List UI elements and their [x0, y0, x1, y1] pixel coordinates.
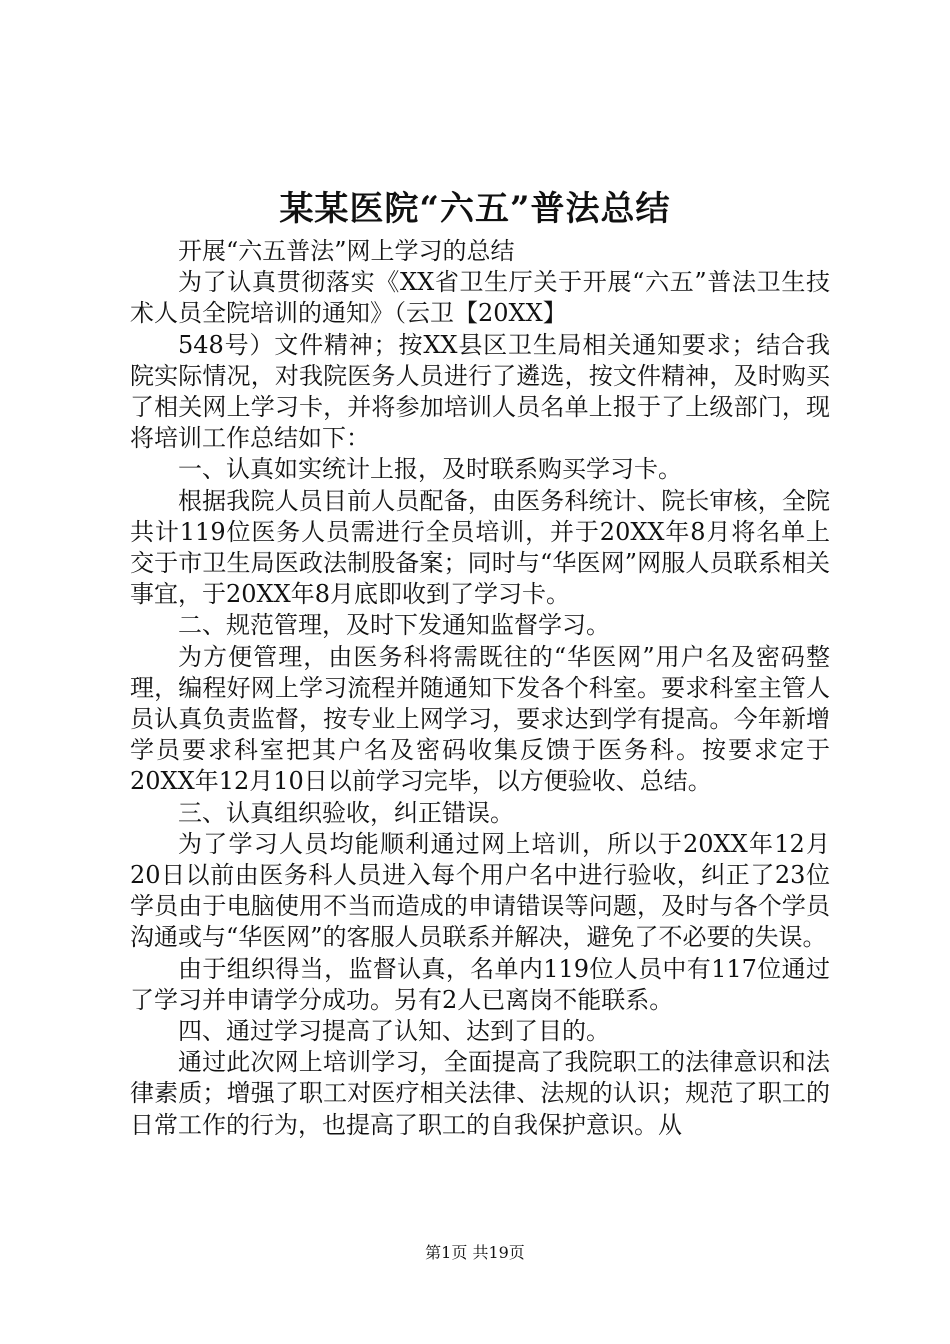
page-number-footer: 第1页 共19页: [425, 1243, 525, 1262]
paragraph-section-3-result: 由于组织得当，监督认真，名单内119位人员中有117位通过了学习并申请学分成功。另有2人已离岗不能联系。: [130, 954, 830, 1014]
section-heading-1: 一、认真如实统计上报，及时联系购买学习卡。: [178, 455, 682, 484]
paragraph-section-4: 通过此次网上培训学习，全面提高了我院职工的法律意识和法律素质；增强了职工对医疗相关法律、法规的认识；规范了职工的日常工作的行为，也提高了职工的自我保护意识。从: [130, 1048, 830, 1139]
paragraph-subtitle: 开展“六五普法”网上学习的总结: [178, 237, 515, 265]
document-body: [130, 236, 830, 1141]
paragraph-section-1: 根据我院人员目前人员配备，由医务科统计、院长审核，全院共计119位医务人员需进行全员培训，并于20XX年8月将名单上交于市卫生局医政法制股备案；同时与“华医网”网服人员联系相关事宜，于20XX年8月底即收到了学习卡。: [130, 486, 830, 609]
section-heading-2: 二、规范管理，及时下发通知监督学习。: [178, 611, 610, 640]
section-heading-4: 四、通过学习提高了认知、达到了目的。: [178, 1017, 610, 1046]
paragraph-section-2: 为方便管理，由医务科将需既往的“华医网”用户名及密码整理，编程好网上学习流程并随通知下发各个科室。要求科室主管人员认真负责监督，按专业上网学习，要求达到学有提高。今年新增学员要求科室把其户名及密码收集反馈于医务科。按要求定于20XX年12月10日以前学习完毕，以方便验收、总结。: [130, 642, 830, 796]
paragraph-intro: 为了认真贯彻落实《XX省卫生厅关于开展“六五”普法卫生技术人员全院培训的通知》（云卫【20XX】: [130, 268, 830, 328]
section-heading-3: 三、认真组织验收，纠正错误。: [178, 798, 514, 827]
paragraph-intro-continued: 548号）文件精神；按XX县区卫生局相关通知要求；结合我院实际情况，对我院医务人员进行了遴选，按文件精神，及时购买了相关网上学习卡，并将参加培训人员名单上报于了上级部门，现将培训工作总结如下：: [130, 330, 830, 453]
paragraph-section-3: 为了学习人员均能顺利通过网上培训，所以于20XX年12月20日以前由医务科人员进入每个用户名中进行验收，纠正了23位学员由于电脑使用不当而造成的申请错误等问题，及时与各个学员沟通或与“华医网”的客服人员联系并解决，避免了不必要的失误。: [130, 829, 830, 952]
document-title: 某某医院“六五”普法总结: [279, 189, 671, 229]
